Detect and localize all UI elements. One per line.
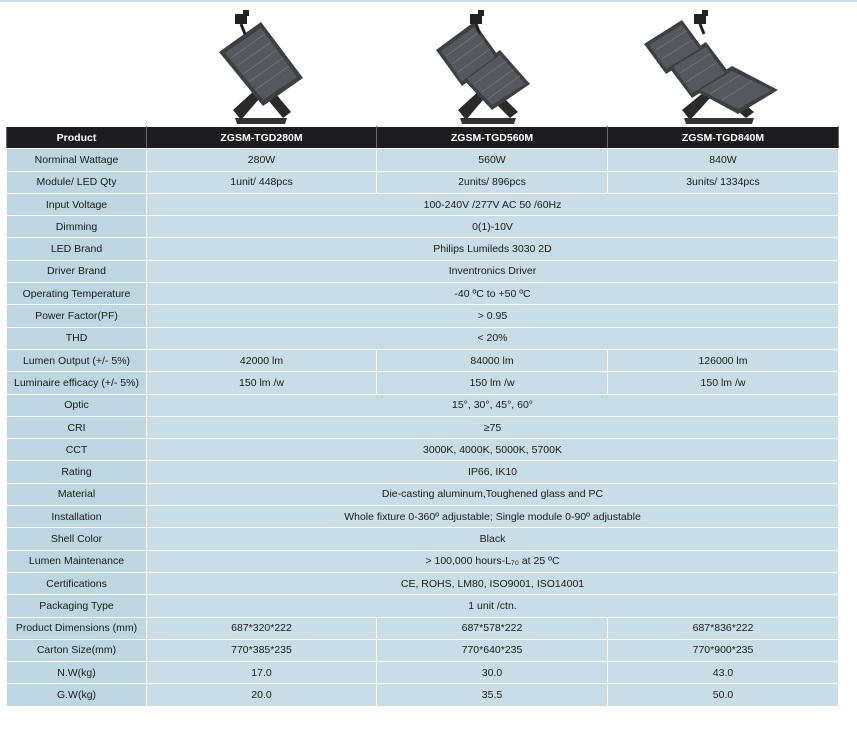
row-value-model-2: 2units/ 896pcs — [377, 171, 608, 193]
floodlight-2-module-icon — [428, 8, 538, 126]
row-label: Driver Brand — [7, 260, 147, 282]
header-product: Product — [7, 127, 147, 149]
row-value-model-1: 150 lm /w — [147, 372, 377, 394]
row-value-shared: Inventronics Driver — [147, 260, 839, 282]
row-value-model-2: 30.0 — [377, 662, 608, 684]
row-label: Luminaire efficacy (+/- 5%) — [7, 372, 147, 394]
row-label: Material — [7, 483, 147, 505]
row-label: Carton Size(mm) — [7, 639, 147, 661]
table-row — [7, 506, 839, 528]
row-value-model-1: 1unit/ 448pcs — [147, 171, 377, 193]
table-row — [7, 439, 839, 461]
row-value-model-2: 560W — [377, 149, 608, 171]
row-value-shared: > 100,000 hours-L₇₀ at 25 ºC — [147, 550, 839, 572]
row-value-shared: ≥75 — [147, 416, 839, 438]
row-value-model-2: 770*640*235 — [377, 639, 608, 661]
row-label: N.W(kg) — [7, 662, 147, 684]
row-label: Installation — [7, 506, 147, 528]
table-row — [7, 662, 839, 684]
row-value-model-3: 50.0 — [608, 684, 839, 706]
header-model-3: ZGSM-TGD840M — [608, 127, 839, 149]
row-label: Lumen Maintenance — [7, 550, 147, 572]
row-label: Shell Color — [7, 528, 147, 550]
row-value-model-2: 687*578*222 — [377, 617, 608, 639]
table-row — [7, 416, 839, 438]
header-model-2: ZGSM-TGD560M — [377, 127, 608, 149]
table-row — [7, 595, 839, 617]
row-value-shared: Whole fixture 0-360º adjustable; Single module 0-90º adjustable — [147, 506, 839, 528]
table-row — [7, 483, 839, 505]
row-label: Power Factor(PF) — [7, 305, 147, 327]
spec-table — [6, 126, 839, 707]
row-label: Rating — [7, 461, 147, 483]
table-row — [7, 171, 839, 193]
table-row — [7, 327, 839, 349]
row-value-model-1: 17.0 — [147, 662, 377, 684]
row-value-shared: 100-240V /277V AC 50 /60Hz — [147, 193, 839, 215]
row-value-shared: Philips Lumileds 3030 2D — [147, 238, 839, 260]
row-label: Packaging Type — [7, 595, 147, 617]
row-value-model-3: 840W — [608, 149, 839, 171]
row-value-shared: < 20% — [147, 327, 839, 349]
row-value-shared: Black — [147, 528, 839, 550]
table-row — [7, 238, 839, 260]
row-label: LED Brand — [7, 238, 147, 260]
row-label: Module/ LED Qty — [7, 171, 147, 193]
table-row — [7, 372, 839, 394]
row-label: Product Dimensions (mm) — [7, 617, 147, 639]
row-label: G.W(kg) — [7, 684, 147, 706]
row-value-model-2: 150 lm /w — [377, 372, 608, 394]
floodlight-3-module-icon — [638, 8, 788, 126]
row-value-model-3: 687*836*222 — [608, 617, 839, 639]
row-label: Norminal Wattage — [7, 149, 147, 171]
table-row — [7, 193, 839, 215]
row-value-model-3: 770*900*235 — [608, 639, 839, 661]
row-label: Dimming — [7, 216, 147, 238]
table-row — [7, 349, 839, 371]
row-label: Operating Temperature — [7, 283, 147, 305]
row-label: THD — [7, 327, 147, 349]
table-row — [7, 639, 839, 661]
row-value-model-3: 126000 lm — [608, 349, 839, 371]
row-label: Certifications — [7, 572, 147, 594]
row-value-shared: 0(1)-10V — [147, 216, 839, 238]
row-value-model-1: 20.0 — [147, 684, 377, 706]
row-label: CCT — [7, 439, 147, 461]
row-label: Input Voltage — [7, 193, 147, 215]
row-value-shared: Die-casting aluminum,Toughened glass and PC — [147, 483, 839, 505]
row-value-shared: CE, ROHS, LM80, ISO9001, ISO14001 — [147, 572, 839, 594]
row-value-shared: 1 unit /ctn. — [147, 595, 839, 617]
row-value-model-3: 43.0 — [608, 662, 839, 684]
table-row — [7, 283, 839, 305]
table-row — [7, 572, 839, 594]
table-row — [7, 617, 839, 639]
table-row — [7, 528, 839, 550]
table-row — [7, 394, 839, 416]
floodlight-1-module-icon — [205, 8, 315, 126]
table-row — [7, 149, 839, 171]
row-label: Lumen Output (+/- 5%) — [7, 349, 147, 371]
table-row — [7, 461, 839, 483]
table-row — [7, 305, 839, 327]
row-value-shared: -40 ºC to +50 ºC — [147, 283, 839, 305]
table-row — [7, 550, 839, 572]
row-label: Optic — [7, 394, 147, 416]
row-value-shared: IP66, IK10 — [147, 461, 839, 483]
table-row — [7, 684, 839, 706]
row-value-shared: 15°, 30°, 45°, 60° — [147, 394, 839, 416]
table-row — [7, 216, 839, 238]
row-value-model-1: 687*320*222 — [147, 617, 377, 639]
row-value-model-3: 3units/ 1334pcs — [608, 171, 839, 193]
row-value-shared: 3000K, 4000K, 5000K, 5700K — [147, 439, 839, 461]
row-value-model-2: 35.5 — [377, 684, 608, 706]
row-label: CRI — [7, 416, 147, 438]
header-model-1: ZGSM-TGD280M — [147, 127, 377, 149]
product-images — [0, 2, 857, 126]
row-value-model-1: 770*385*235 — [147, 639, 377, 661]
table-row — [7, 260, 839, 282]
row-value-model-1: 42000 lm — [147, 349, 377, 371]
row-value-model-2: 84000 lm — [377, 349, 608, 371]
row-value-model-1: 280W — [147, 149, 377, 171]
row-value-model-3: 150 lm /w — [608, 372, 839, 394]
row-value-shared: > 0.95 — [147, 305, 839, 327]
table-header-row — [7, 127, 839, 149]
